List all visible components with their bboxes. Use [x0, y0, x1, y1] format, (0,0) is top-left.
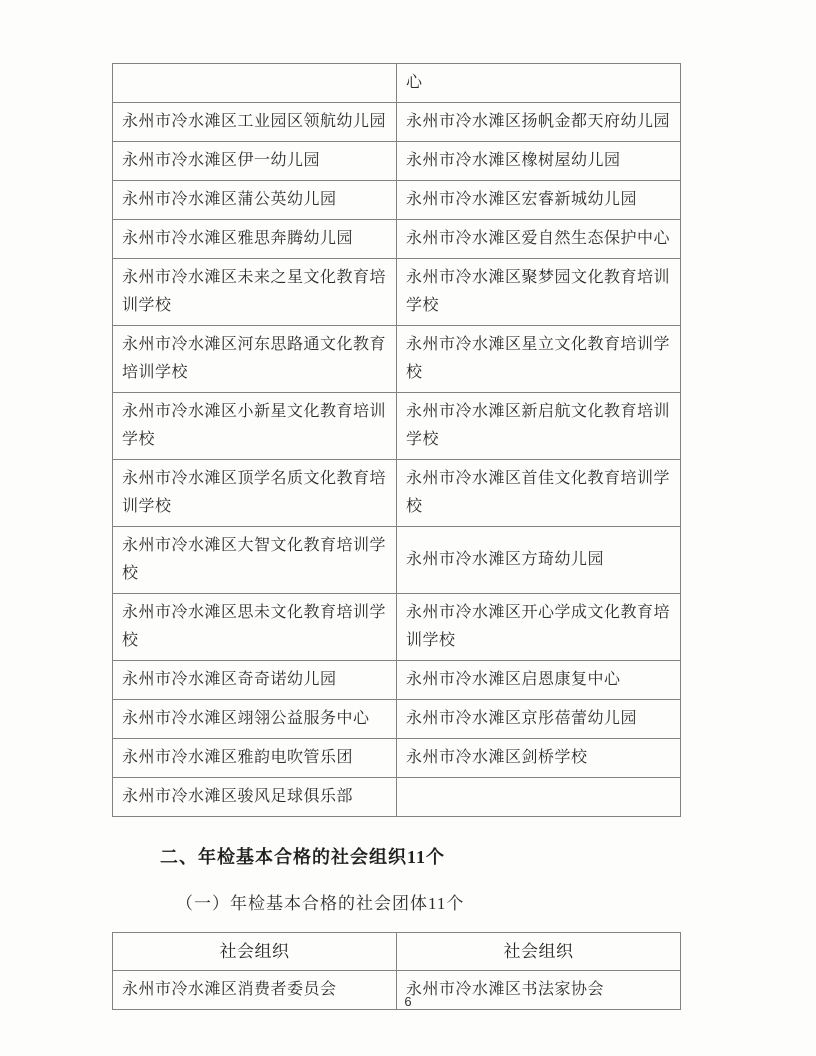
- table-cell: 永州市冷水滩区新启航文化教育培训学校: [397, 393, 681, 460]
- page-number: 6: [404, 994, 412, 1009]
- table-cell: [113, 64, 397, 103]
- table-cell: 永州市冷水滩区开心学成文化教育培训学校: [397, 594, 681, 661]
- table-row: [113, 661, 681, 700]
- table-cell: 永州市冷水滩区雅韵电吹管乐团: [113, 739, 397, 778]
- table-header-row: [113, 933, 681, 971]
- table-row: [113, 181, 681, 220]
- table-cell: 永州市冷水滩区聚梦园文化教育培训学校: [397, 259, 681, 326]
- table-cell: 永州市冷水滩区小新星文化教育培训学校: [113, 393, 397, 460]
- table-cell: 永州市冷水滩区扬帆金都天府幼儿园: [397, 103, 681, 142]
- table-cell: 永州市冷水滩区骏风足球俱乐部: [113, 778, 397, 817]
- table-cell: 永州市冷水滩区剑桥学校: [397, 739, 681, 778]
- table-row: [113, 393, 681, 460]
- table-row: [113, 220, 681, 259]
- table-cell: 永州市冷水滩区思未文化教育培训学校: [113, 594, 397, 661]
- table-row: [113, 103, 681, 142]
- column-header: 社会组织: [113, 933, 397, 971]
- column-header: 社会组织: [397, 933, 681, 971]
- table-row: [113, 700, 681, 739]
- table-cell: 永州市冷水滩区京彤蓓蕾幼儿园: [397, 700, 681, 739]
- table-cell: 永州市冷水滩区河东思路通文化教育培训学校: [113, 326, 397, 393]
- table-cell: 永州市冷水滩区书法家协会: [397, 971, 681, 1010]
- table-row: [113, 527, 681, 594]
- organizations-continuation-table: [112, 63, 681, 817]
- table-cell: 永州市冷水滩区伊一幼儿园: [113, 142, 397, 181]
- table-cell: 永州市冷水滩区工业园区领航幼儿园: [113, 103, 397, 142]
- table-row: [113, 778, 681, 817]
- section-heading: 二、年检基本合格的社会组织11个: [160, 847, 446, 867]
- table-row: [113, 326, 681, 393]
- table-cell: 永州市冷水滩区未来之星文化教育培训学校: [113, 259, 397, 326]
- table-row: [113, 142, 681, 181]
- subsection-heading: （一）年检基本合格的社会团体11个: [176, 894, 465, 913]
- page-content: [112, 63, 681, 1010]
- table-row: [113, 64, 681, 103]
- table-row: [113, 460, 681, 527]
- table-row: [113, 259, 681, 326]
- table-cell: 永州市冷水滩区消费者委员会: [113, 971, 397, 1010]
- table-cell: 永州市冷水滩区橡树屋幼儿园: [397, 142, 681, 181]
- table-row: [113, 739, 681, 778]
- table-cell: 永州市冷水滩区宏睿新城幼儿园: [397, 181, 681, 220]
- table-cell: 永州市冷水滩区首佳文化教育培训学校: [397, 460, 681, 527]
- table-cell: 永州市冷水滩区方琦幼儿园: [397, 527, 681, 594]
- table-cell: 永州市冷水滩区奇奇诺幼儿园: [113, 661, 397, 700]
- table-cell: [397, 778, 681, 817]
- table-cell: 永州市冷水滩区启恩康复中心: [397, 661, 681, 700]
- table-row: [113, 594, 681, 661]
- table-cell: 永州市冷水滩区星立文化教育培训学校: [397, 326, 681, 393]
- table-cell: 永州市冷水滩区翊翎公益服务中心: [113, 700, 397, 739]
- table-cell: 永州市冷水滩区顶学名质文化教育培训学校: [113, 460, 397, 527]
- table-cell: 永州市冷水滩区蒲公英幼儿园: [113, 181, 397, 220]
- table-cell: 永州市冷水滩区大智文化教育培训学校: [113, 527, 397, 594]
- table-cell: 永州市冷水滩区雅思奔腾幼儿园: [113, 220, 397, 259]
- table-cell: 永州市冷水滩区爱自然生态保护中心: [397, 220, 681, 259]
- table-cell: 心: [397, 64, 681, 103]
